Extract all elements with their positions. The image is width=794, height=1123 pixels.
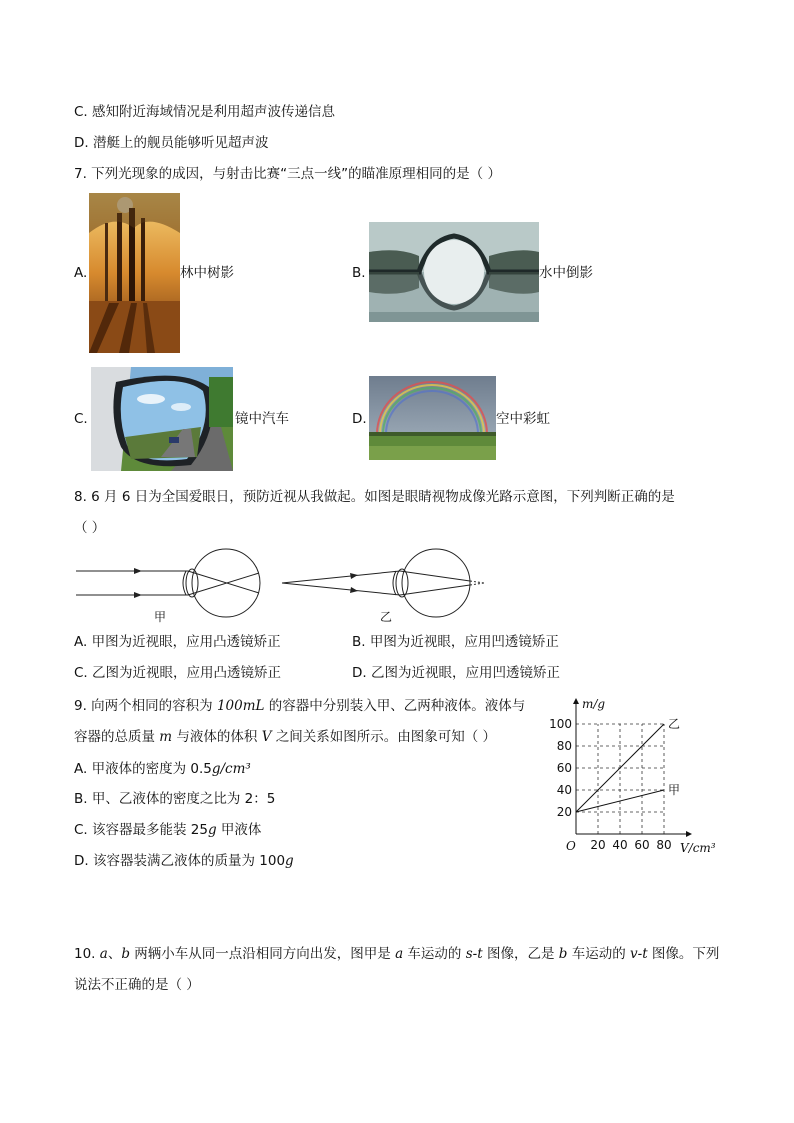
- q8-stem-line2: （ ）: [74, 520, 106, 536]
- series-label-jia: 甲: [668, 783, 681, 797]
- q7-b-text: 水中倒影: [539, 265, 593, 281]
- eye-diagram: [74, 545, 494, 625]
- eye-diagram-jia: [76, 549, 260, 617]
- bridge-reflection-photo: [369, 222, 539, 322]
- q9-stem-line2: 容器的总质量 m 与液体的体积 V 之间关系如图所示。由图象可知（ ）: [74, 729, 497, 745]
- q7-stem: 7. 下列光现象的成因，与射击比赛“三点一线”的瞄准原理相同的是（ ）: [74, 166, 501, 182]
- q9-option-d: D. 该容器装满乙液体的质量为 100g: [74, 853, 294, 869]
- eye-diagram-yi: [282, 549, 484, 617]
- q7-b-letter: B.: [352, 265, 366, 281]
- y-tick-label: 40: [556, 783, 572, 797]
- q7-c-letter: C.: [74, 411, 88, 427]
- q8-option-d: D. 乙图为近视眼，应用凹透镜矫正: [352, 665, 560, 681]
- car-mirror-photo: [91, 367, 233, 471]
- q8-option-b: B. 甲图为近视眼，应用凹透镜矫正: [352, 634, 559, 650]
- q6-option-c: C. 感知附近海域情况是利用超声波传递信息: [74, 104, 336, 120]
- q7-d-text: 空中彩虹: [496, 411, 550, 427]
- q7-c-text: 镜中汽车: [235, 411, 289, 427]
- q8-stem-line1: 8. 6 月 6 日为全国爱眼日，预防近视从我做起。如图是眼睛视物成像光路示意图，下列判断正确的是: [74, 489, 675, 505]
- x-tick-label: 20: [590, 838, 606, 852]
- eye-label-yi: 乙: [380, 610, 393, 624]
- q9-option-c: C. 该容器最多能装 25g 甲液体: [74, 822, 262, 838]
- x-tick-label: 60: [634, 838, 650, 852]
- q9-stem-line1: 9. 向两个相同的容积为 100mL 的容器中分别装入甲、乙两种液体。液体与: [74, 698, 526, 714]
- series-label-yi: 乙: [668, 717, 681, 731]
- q7-a-letter: A.: [74, 265, 88, 281]
- q8-option-a: A. 甲图为近视眼，应用凸透镜矫正: [74, 634, 281, 650]
- x-axis-label: V/cm³: [680, 841, 716, 855]
- tree-shadow-photo: [89, 193, 180, 353]
- y-tick-label: 80: [556, 739, 572, 753]
- q9-option-a: A. 甲液体的密度为 0.5g/cm³: [74, 761, 251, 777]
- q9-option-b: B. 甲、乙液体的密度之比为 2：5: [74, 791, 276, 807]
- y-axis-label: m/g: [582, 697, 606, 711]
- chart-grid: [576, 724, 664, 834]
- chart-labels: [549, 717, 680, 852]
- q10-stem-line2: 说法不正确的是（ ）: [74, 977, 200, 993]
- x-tick-label: 40: [612, 838, 628, 852]
- rainbow-photo: [369, 376, 496, 460]
- q8-option-c: C. 乙图为近视眼，应用凸透镜矫正: [74, 665, 282, 681]
- origin-label: O: [566, 839, 576, 853]
- mass-volume-chart: [540, 694, 730, 860]
- y-tick-label: 60: [556, 761, 572, 775]
- q7-d-letter: D.: [352, 411, 367, 427]
- q7-a-text: 林中树影: [180, 265, 234, 281]
- q6-option-d: D. 潜艇上的舰员能够听见超声波: [74, 135, 269, 151]
- y-tick-label: 20: [556, 805, 572, 819]
- x-tick-label: 80: [656, 838, 672, 852]
- q10-stem-line1: 10. a、b 两辆小车从同一点沿相同方向出发，图甲是 a 车运动的 s-t 图像，乙是 b 车运动的 v-t 图像。下列: [74, 946, 720, 962]
- y-tick-label: 100: [549, 717, 572, 731]
- eye-label-jia: 甲: [154, 610, 167, 624]
